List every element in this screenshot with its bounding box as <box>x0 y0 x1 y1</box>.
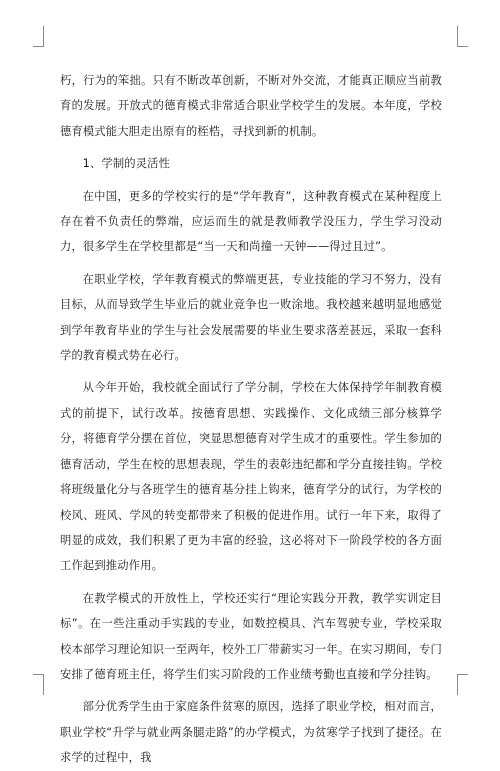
paragraph-credit-system: 从今年开始，我校就全面试行了学分制，学校在大体保持学年制教育模式的前提下，试行改革。按德育思想、实践操作、文化成绩三部分核算学分，将德育学分摆在首位，突显思想德育对学生成才的重要性。学生参加的德育活动，学生在校的思想表现，学生的表彰违纪都和学分直接挂钩。学校将班级量化分与各班学生的德育基分挂上钩来，德育学分的试行，为学校的校风、班风、学风的转变都带来了积极的促进作用。试行一年下来，取得了明显的成效，我们积累了更为丰富的经验，这必将对下一阶段学校的各方面工作起到推动作用。 <box>60 381 442 573</box>
document-body <box>60 68 442 771</box>
paragraph-continuation: 朽，行为的笨拙。只有不断改革创新，不断对外交流，才能真正顺应当前教育的发展。开放式的德育模式非常适合职业学校学生的发展。本年度，学校德育模式能大胆走出原有的桎梏，寻找到新的机制。 <box>60 74 442 138</box>
crop-mark-top-left <box>33 26 44 47</box>
section-heading: 1、学制的灵活性 <box>82 157 171 171</box>
crop-mark-bottom-right <box>457 674 468 695</box>
paragraph-outstanding-students: 部分优秀学生由于家庭条件贫寒的原因，选择了职业学校，相对而言，职业学校“升学与就业两条腿走路”的办学模式，为贫寒学子找到了捷径。在求学的过程中，我 <box>60 700 442 765</box>
paragraph-teaching-model: 在教学模式的开放性上，学校还实行“理论实践分开教，教学实训定目标”。在一些注重动手实践的专业，如数控模具、汽车驾驶专业，学校采取校本部学习理论知识一至两年，校外工厂带薪实习一年。在实习期间，专门安排了德育班主任，将学生们实习阶段的工作业绩考勤也直接和学分挂钩。 <box>60 591 442 681</box>
paragraph-academic-year-education: 在中国，更多的学校实行的是“学年教育”，这种教育模式在某种程度上存在着不负责任的弊端，应运而生的就是教师教学没压力，学生学习没动力，很多学生在学校里都是“当一天和尚撞一天钟——得过且过”。 <box>60 189 442 254</box>
paragraph-vocational-school: 在职业学校，学年教育模式的弊端更甚，专业技能的学习不努力，没有目标，从而导致学生毕业后的就业竞争也一败涂地。我校越来越明显地感觉到学年教育毕业的学生与社会发展需要的毕业生要求落差甚远，采取一套科学的教育模式势在必行。 <box>60 272 442 363</box>
crop-mark-bottom-left <box>33 674 44 695</box>
crop-mark-top-right <box>457 26 468 47</box>
